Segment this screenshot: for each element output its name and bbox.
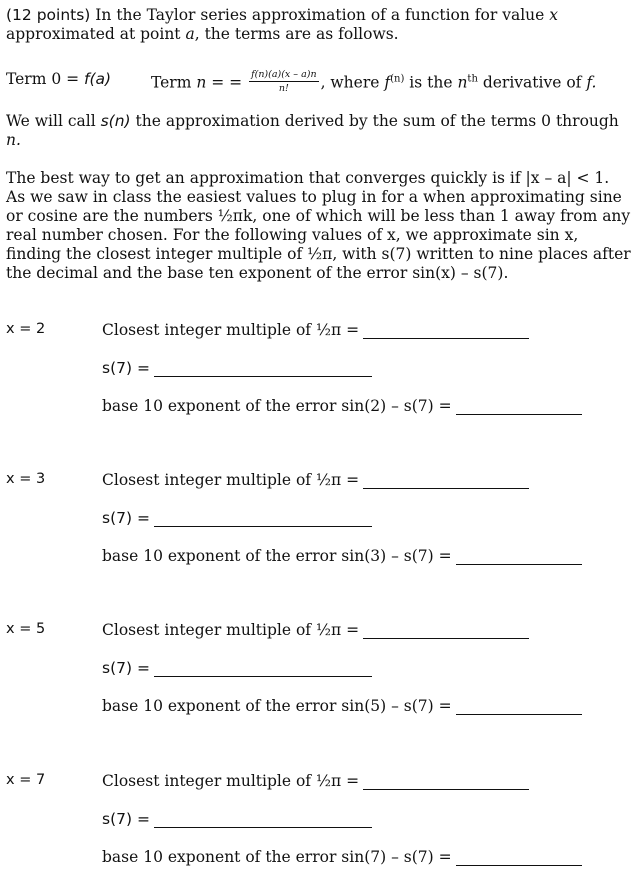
term-0: Term 0 = f(a) [6, 70, 112, 88]
closest-multiple-row: Closest integer multiple of ½π = [102, 320, 529, 339]
x-value: x = 5 [6, 621, 46, 637]
s7-row: s(7) = [102, 358, 372, 377]
question-intro: (12 points) In the Taylor series approximation of a function for value x approximated at point a, the terms are as follows. [6, 6, 558, 43]
answer-blank[interactable] [154, 813, 372, 828]
error-exponent-row: base 10 exponent of the error sin(2) – s(7) = [102, 396, 582, 415]
answer-blank[interactable] [363, 624, 529, 639]
x-value: x = 3 [6, 471, 46, 487]
answer-blank[interactable] [154, 362, 372, 377]
s7-row: s(7) = [102, 809, 372, 828]
answer-blank[interactable] [154, 662, 372, 677]
closest-multiple-row: Closest integer multiple of ½π = [102, 470, 529, 489]
x-value: x = 2 [6, 321, 46, 337]
explanation-paragraph: The best way to get an approximation that converges quickly is if |x – a| < 1. As we saw in class the easiest values to plug in for a when approximating sine or cosine are the numbers ½πk, one of which will be less than 1 away from any real number chosen. For the following values of x, we approximate sin x, finding the closest integer multiple of ½π, with s(7) written to nine places after the decimal and the base ten exponent of the error sin(x) – s(7). [6, 169, 631, 282]
x-value: x = 7 [6, 772, 46, 788]
answer-blank[interactable] [456, 700, 582, 715]
answer-blank[interactable] [154, 512, 372, 527]
points-label: (12 points) [6, 6, 91, 24]
answer-blank[interactable] [363, 324, 529, 339]
closest-multiple-row: Closest integer multiple of ½π = [102, 771, 529, 790]
error-exponent-row: base 10 exponent of the error sin(7) – s(7) = [102, 847, 582, 866]
term-definitions [6, 60, 632, 100]
s7-row: s(7) = [102, 508, 372, 527]
answer-blank[interactable] [456, 400, 582, 415]
sn-definition: We will call s(n) the approximation derived by the sum of the terms 0 through n. [6, 112, 619, 149]
s7-row: s(7) = [102, 658, 372, 677]
closest-multiple-row: Closest integer multiple of ½π = [102, 620, 529, 639]
error-exponent-row: base 10 exponent of the error sin(3) – s(7) = [102, 546, 582, 565]
answer-blank[interactable] [456, 550, 582, 565]
answer-blank[interactable] [363, 474, 529, 489]
answer-blank[interactable] [363, 775, 529, 790]
term-n: Term n = = $\frac{f(n)(a)(x - a)n}{n!}$ , where $f^{(n)}$ is the $n^{th}$ derivative of f. [151, 69, 597, 94]
term-n-fraction: $\frac{f(n)(a)(x - a)n}{n!}$ [251, 69, 317, 94]
answer-blank[interactable] [456, 851, 582, 866]
error-exponent-row: base 10 exponent of the error sin(5) – s(7) = [102, 696, 582, 715]
